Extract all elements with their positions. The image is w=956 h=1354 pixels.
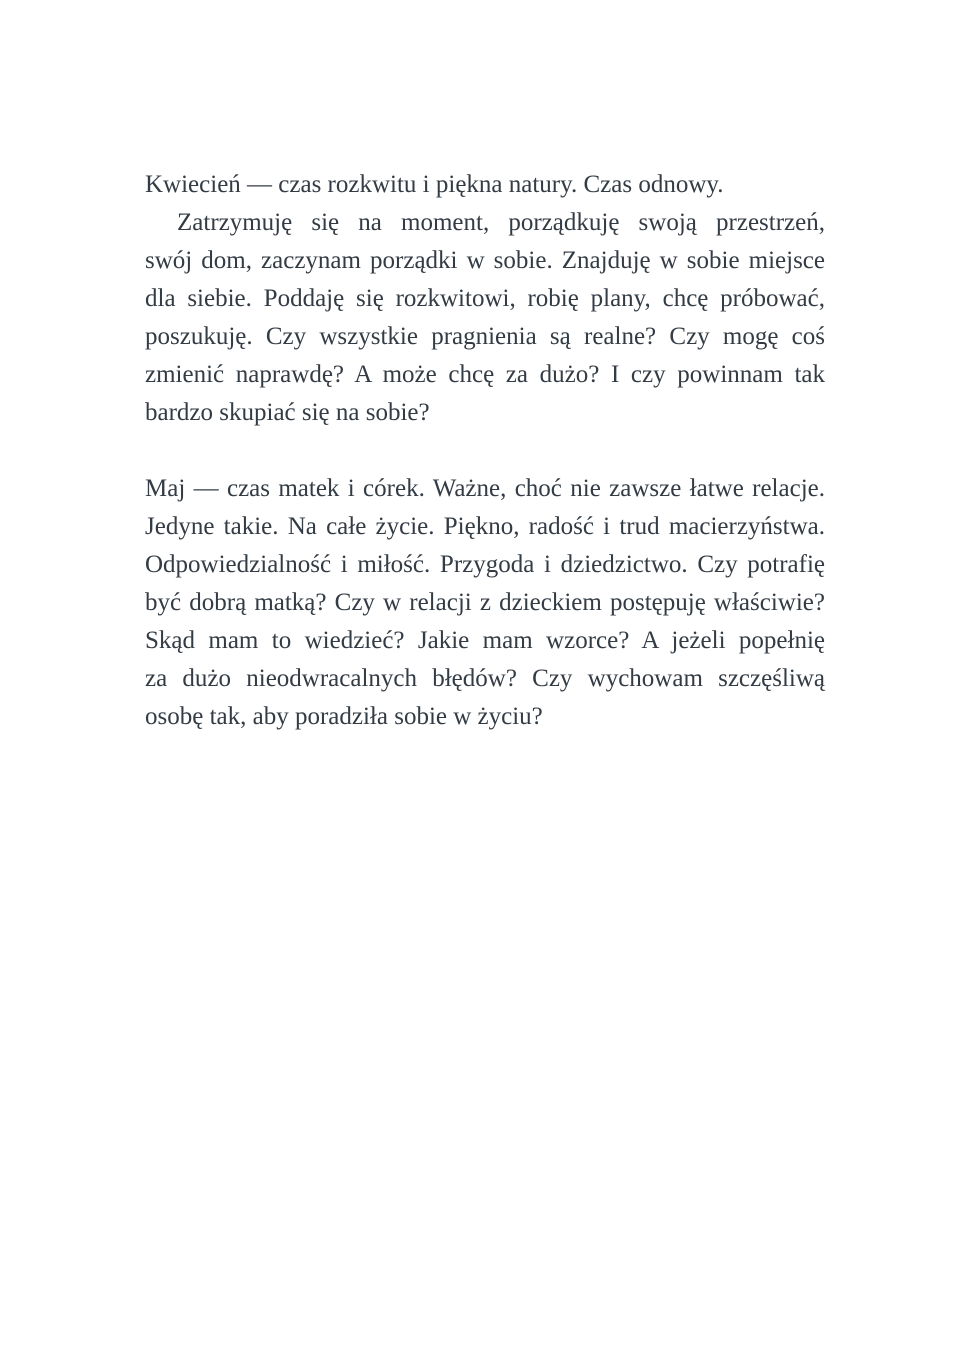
text-line: Odpowiedzialność i miłość. Przygoda i dziedzictwo. Czy potrafię (145, 551, 825, 578)
paragraph (145, 470, 825, 736)
text-line: dla siebie. Poddaję się rozkwitowi, robię plany, chcę próbować, (145, 285, 825, 312)
text-line: Jedyne takie. Na całe życie. Piękno, radość i trud macierzyństwa. (145, 513, 825, 540)
text-line: swój dom, zaczynam porządki w sobie. Znajduję w sobie miejsce (145, 247, 825, 274)
text-line: osobę tak, aby poradziła sobie w życiu? (145, 703, 543, 730)
text-line: poszukuję. Czy wszystkie pragnienia są realne? Czy mogę coś (145, 323, 825, 350)
text-line: być dobrą matką? Czy w relacji z dzieckiem postępuję właściwie? (145, 589, 825, 616)
text-line: Skąd mam to wiedzieć? Jakie mam wzorce? A jeżeli popełnię (145, 627, 825, 654)
paragraph (145, 166, 825, 204)
text-line: bardzo skupiać się na sobie? (145, 399, 430, 426)
text-line: Zatrzymuję się na moment, porządkuję swoją przestrzeń, (177, 209, 825, 236)
page-text (145, 166, 825, 736)
paragraph (145, 204, 825, 432)
text-line: za dużo nieodwracalnych błędów? Czy wychowam szczęśliwą (145, 665, 825, 692)
text-line: Kwiecień — czas rozkwitu i piękna natury. Czas odnowy. (145, 171, 724, 198)
text-line: zmienić naprawdę? A może chcę za dużo? I czy powinnam tak (145, 361, 825, 388)
text-line: Maj — czas matek i córek. Ważne, choć nie zawsze łatwe relacje. (145, 475, 825, 502)
